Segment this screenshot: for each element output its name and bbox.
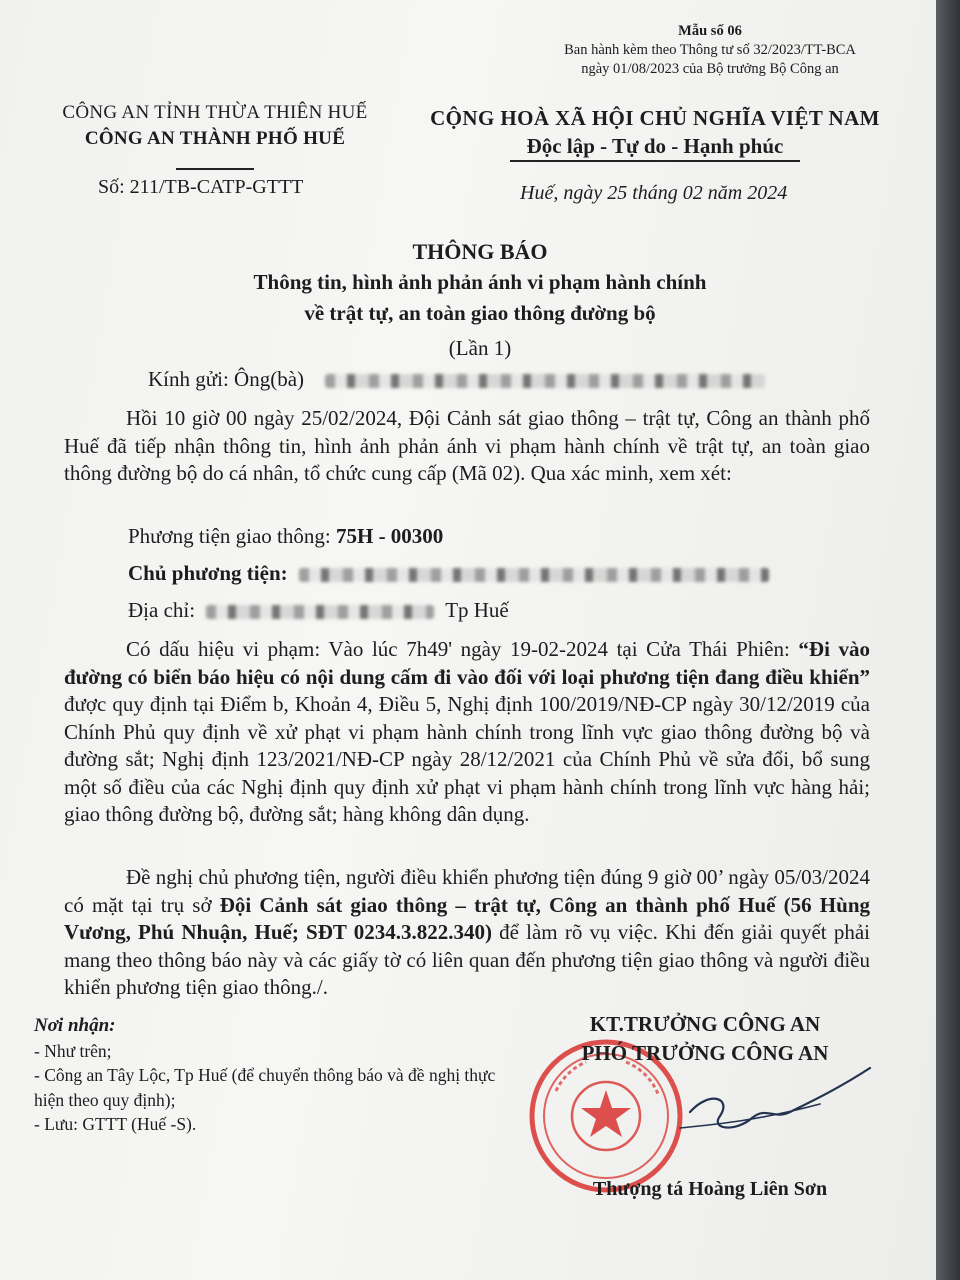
- signature-title-2: PHÓ TRƯỞNG CÔNG AN: [581, 1041, 829, 1065]
- document-number: Số: 211/TB-CATP-GTTT: [98, 176, 304, 198]
- recipients-heading: Nơi nhận:: [34, 1015, 116, 1036]
- agency-underline: [176, 168, 254, 170]
- vehicle-plate-line: [128, 523, 443, 551]
- request-lead: Đề nghị chủ phương tiện, người điều khiển phương tiện đúng 9 giờ 00’ ngày 05/03/2024 có mặt tại trụ sở: [64, 865, 870, 917]
- owner-label: Chủ phương tiện:: [128, 561, 293, 585]
- request-office: Đội Cảnh sát giao thông – trật tự, Công an thành phố Huế (56 Hùng Vương, Phú Nhuận, Huế; SĐT 0234.3.822.340): [64, 892, 870, 944]
- violation-legal-basis: được quy định tại Điểm b, Khoản 4, Điều 5, Nghị định 100/2019/NĐ-CP ngày 30/12/2019 của Chính Phủ quy định về xử phạt vi phạm hành chính trong lĩnh vực giao thông đường bộ và đường sắt; Nghị định 123/2021/NĐ-CP ngày 28/12/2021 của Chính Phủ về sửa đổi, bổ sung một số điều của các Nghị định quy định xử phạt vi phạm hành chính trong lĩnh vực hàng hải; giao thông đường bộ, đường sắt; hàng không dân dụng.: [64, 692, 870, 826]
- vehicle-owner-line: [128, 560, 769, 588]
- place-date: Huế, ngày 25 tháng 02 năm 2024: [520, 182, 788, 204]
- violation-quote: “Đi vào đường có biển báo hiệu có nội dung cấm đi vào đối với loại phương tiện đang điều khiển”: [64, 637, 870, 689]
- notice-round: (Lần 1): [448, 336, 512, 360]
- redacted-recipient: [325, 374, 765, 388]
- recipient-item: - Lưu: GTTT (Huế -S).: [34, 1114, 197, 1134]
- plate-label: Phương tiện giao thông:: [128, 524, 336, 548]
- nation-name: CỘNG HOÀ XÃ HỘI CHỦ NGHĨA VIỆT NAM: [430, 106, 880, 130]
- handwritten-signature: [640, 1050, 880, 1170]
- page-edge-shadow: [936, 0, 960, 1280]
- recipient-item: - Như trên;: [34, 1040, 112, 1061]
- recipient-item: - Công an Tây Lộc, Tp Huế (để chuyển thông báo và đề nghị thực hiện theo quy định);: [34, 1065, 496, 1110]
- national-header: [420, 104, 890, 162]
- violation-paragraph: [64, 636, 870, 829]
- plate-number: 75H - 00300: [335, 524, 444, 548]
- intro-paragraph: [64, 405, 870, 488]
- signer-name: Thượng tá Hoàng Liên Sơn: [592, 1178, 828, 1200]
- title-sub-2: về trật tự, an toàn giao thông đường bộ: [304, 301, 656, 325]
- agency-parent: CÔNG AN TỈNH THỪA THIÊN HUẾ: [62, 102, 368, 123]
- title-sub-1: Thông tin, hình ảnh phản ánh vi phạm hành chính: [253, 270, 707, 294]
- request-rest: để làm rõ vụ việc. Khi đến giải quyết phải mang theo thông báo này và các giấy tờ có liên quan đến phương tiện giao thông và người điều khiển phương tiện giao thông./.: [64, 920, 870, 999]
- signature-title-1: KT.TRƯỞNG CÔNG AN: [589, 1012, 821, 1036]
- redacted-owner: [299, 568, 769, 582]
- violation-lead: Có dấu hiệu vi phạm: Vào lúc 7h49' ngày 19-02-2024 tại Cửa Thái Phiên:: [126, 637, 799, 661]
- motto-underline: [510, 160, 800, 162]
- form-number-block: [560, 22, 860, 79]
- address-city: Tp Huế: [445, 598, 509, 622]
- form-issued-by: Ban hành kèm theo Thông tư số 32/2023/TT-BCA: [564, 42, 856, 58]
- address-line: [128, 597, 509, 625]
- agency-name: CÔNG AN THÀNH PHỐ HUẾ: [84, 128, 346, 149]
- redacted-address: [206, 605, 434, 619]
- document-title: [130, 236, 830, 329]
- recipients-block: [34, 1014, 504, 1137]
- issuing-agency: [20, 100, 410, 178]
- nation-motto: Độc lập - Tự do - Hạnh phúc: [526, 134, 784, 158]
- address-label: Địa chỉ:: [128, 598, 201, 622]
- recipient-line: [148, 366, 765, 394]
- intro-text: Hồi 10 giờ 00 ngày 25/02/2024, Đội Cảnh sát giao thông – trật tự, Công an thành phố Huế đã tiếp nhận thông tin, hình ảnh phản ánh vi phạm hành chính về trật tự, an toàn giao thông đường bộ do cá nhân, tổ chức cung cấp (Mã 02). Qua xác minh, xem xét:: [64, 406, 870, 485]
- form-issued-date: ngày 01/08/2023 của Bộ trưởng Bộ Công an: [581, 61, 839, 77]
- request-paragraph: [64, 864, 870, 1002]
- title-main: THÔNG BÁO: [412, 239, 548, 264]
- form-number: Mẫu số 06: [678, 23, 742, 39]
- recipient-label: Kính gửi: Ông(bà): [148, 367, 305, 391]
